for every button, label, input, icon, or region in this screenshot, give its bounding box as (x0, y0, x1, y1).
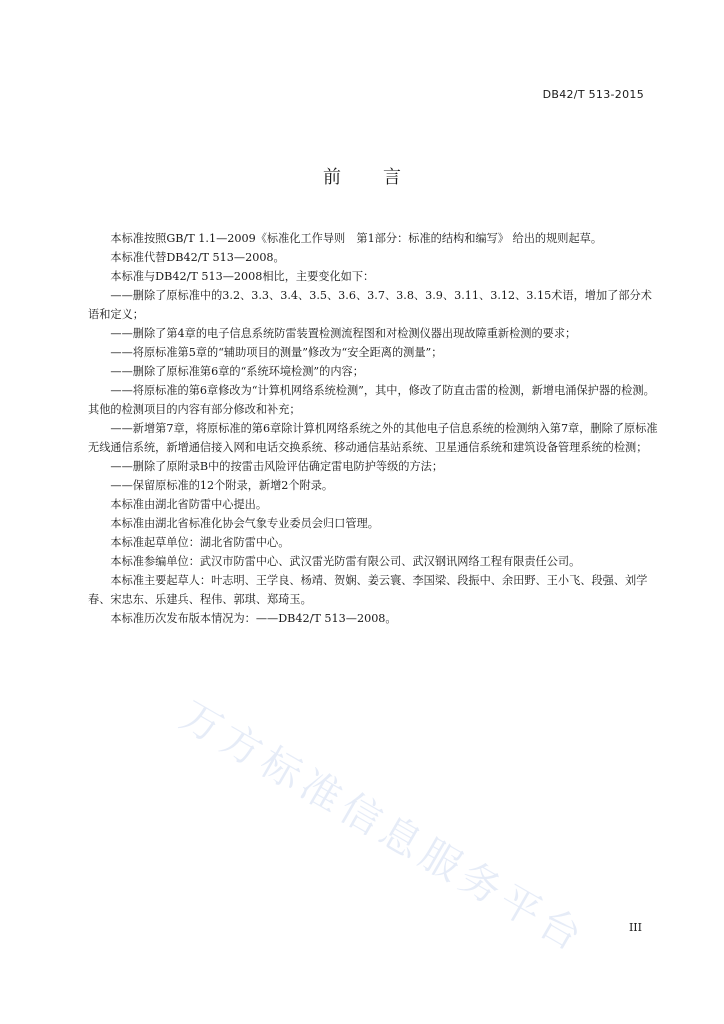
page-title-part1: 前 (323, 167, 341, 188)
page-title-part2: 言 (383, 167, 401, 188)
foreword-body (88, 229, 660, 628)
paragraph: ——删除了第4章的电子信息系统防雷装置检测流程图和对检测仪器出现故障重新检测的要求； (110, 327, 577, 340)
paragraph: 本标准参编单位：武汉市防雷中心、武汉雷光防雷有限公司、武汉钢讯网络工程有限责任公司。 (110, 555, 581, 568)
paragraph: ——将原标准的第6章修改为“计算机网络系统检测”，其中，修改了防直击雷的检测，新增电涌保护器的检测。其他的检测项目的内容有部分修改和补充； (88, 384, 655, 416)
paragraph: ——删除了原标准第6章的“系统环境检测”的内容； (110, 365, 364, 378)
paragraph: 本标准由湖北省防雷中心提出。 (110, 498, 268, 511)
page-title (0, 163, 724, 189)
page-number: III (628, 921, 642, 934)
paragraph: 本标准起草单位：湖北省防雷中心。 (110, 536, 290, 549)
paragraph: 本标准与DB42/T 513—2008相比，主要变化如下： (110, 270, 375, 283)
paragraph: 本标准由湖北省标准化协会气象专业委员会归口管理。 (110, 517, 379, 530)
paragraph: ——将原标准第5章的“辅助项目的测量”修改为“安全距离的测量”； (110, 346, 443, 359)
watermark-text: 万方标准信息服务平台 (172, 692, 594, 963)
paragraph: 本标准历次发布版本情况为：——DB42/T 513—2008。 (110, 612, 397, 625)
paragraph: ——删除了原标准中的3.2、3.3、3.4、3.5、3.6、3.7、3.8、3.9、3.11、3.12、3.15术语，增加了部分术语和定义； (88, 289, 652, 321)
standard-code: DB42/T 513-2015 (542, 88, 644, 101)
paragraph: ——删除了原附录B中的按雷击风险评估确定雷电防护等级的方法； (110, 460, 444, 473)
paragraph: ——新增第7章，将原标准的第6章除计算机网络系统之外的其他电子信息系统的检测纳入第7章，删除了原标准无线通信系统，新增通信接入网和电话交换系统、移动通信基站系统、卫星通信系统和建筑设备管理系统的检测； (88, 422, 658, 454)
paragraph: ——保留原标准的12个附录，新增2个附录。 (110, 479, 334, 492)
paragraph: 本标准代替DB42/T 513—2008。 (110, 251, 285, 264)
paragraph: 本标准按照GB/T 1.1—2009《标准化工作导则 第1部分：标准的结构和编写》 给出的规则起草。 (110, 232, 603, 245)
paragraph: 本标准主要起草人：叶志明、王学良、杨靖、贺娴、姜云寰、李国梁、段振中、余田野、王小飞、段强、刘学春、宋忠东、乐建兵、程伟、郭琪、郑琦玉。 (88, 574, 648, 606)
